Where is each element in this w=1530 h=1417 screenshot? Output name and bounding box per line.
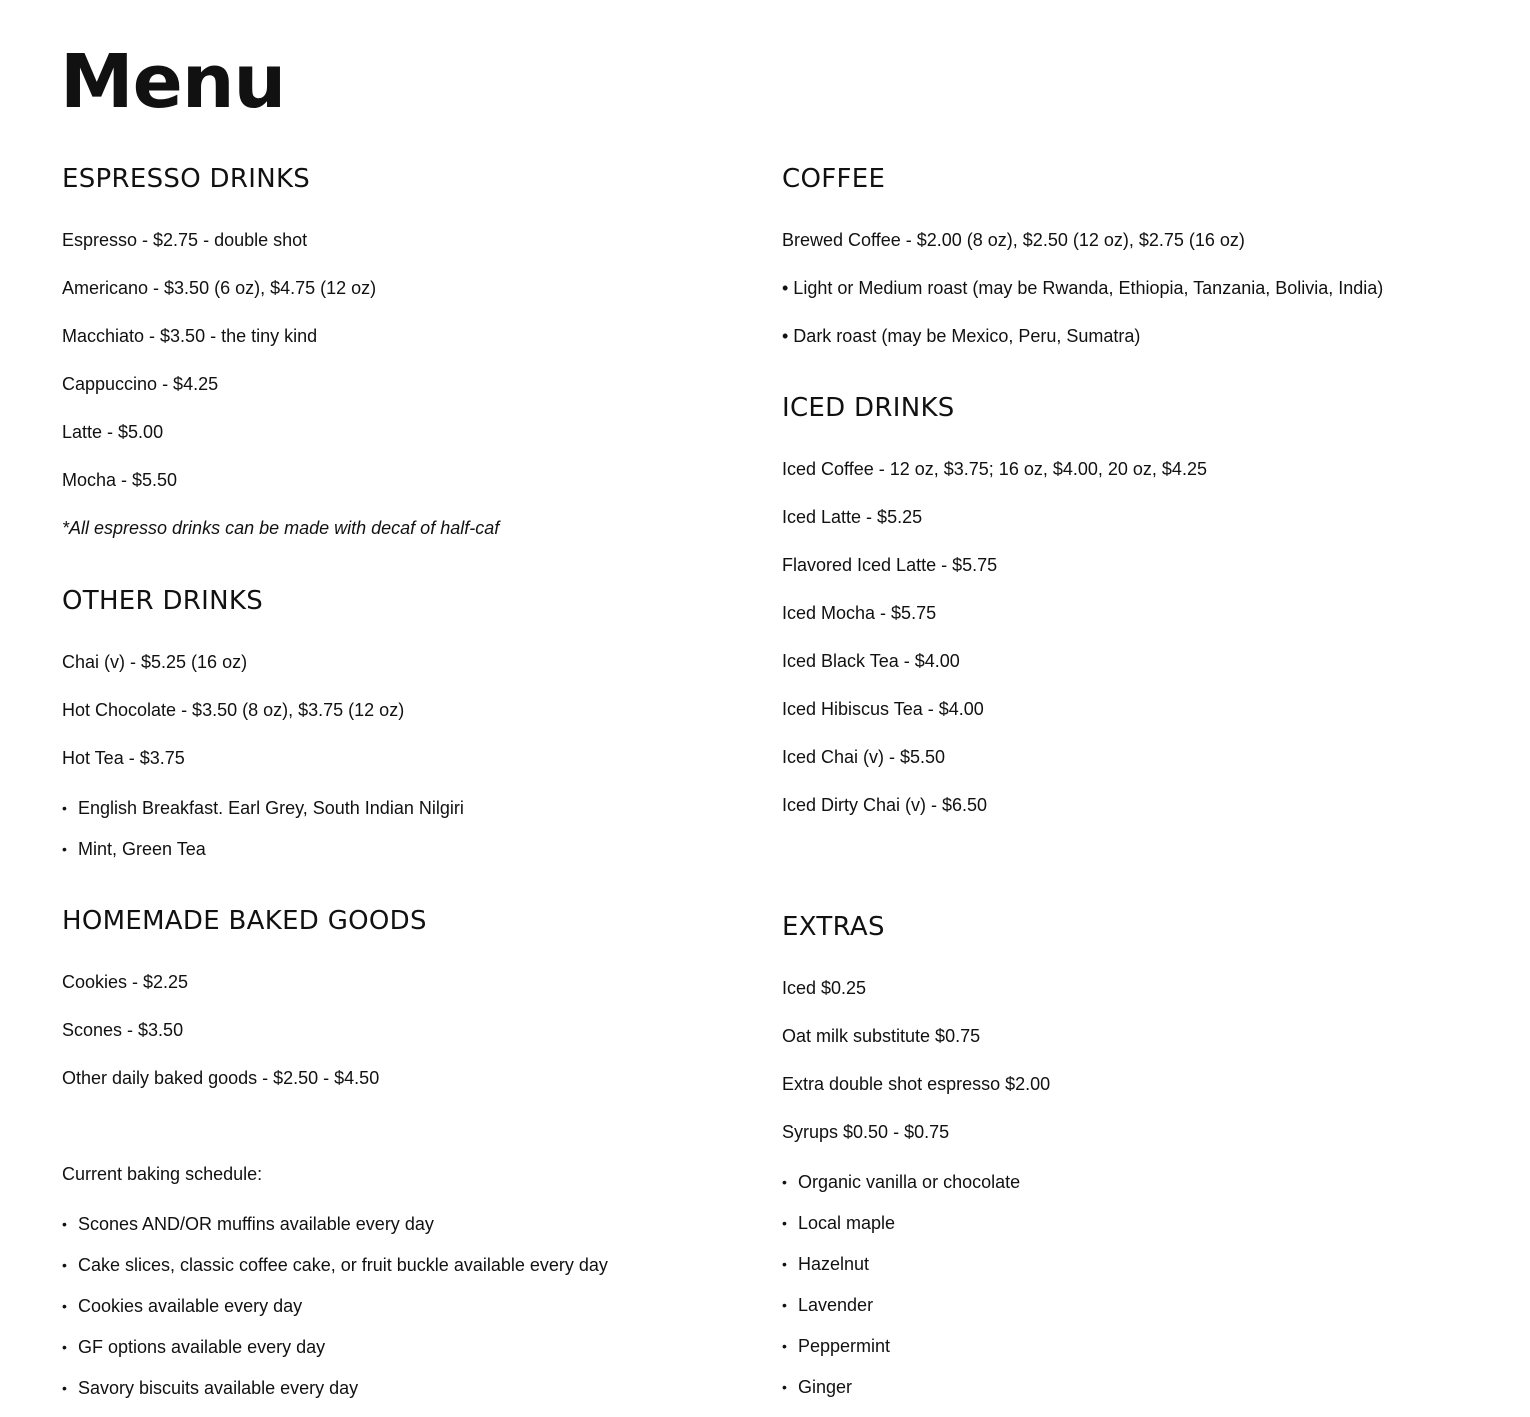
menu-item-brewed-coffee: Brewed Coffee - $2.00 (8 oz), $2.50 (12 oz), $2.75 (16 oz) (782, 230, 1245, 250)
menu-item-light-roast: • Light or Medium roast (may be Rwanda, Ethiopia, Tanzania, Bolivia, India) (782, 278, 1384, 298)
menu-item-latte: Latte - $5.00 (62, 422, 164, 442)
menu-item-iced-hibiscus-tea: Iced Hibiscus Tea - $4.00 (782, 699, 984, 719)
list-item: • Mint, Green Tea (38, 837, 464, 878)
espresso-heading: ESPRESSO DRINKS (62, 164, 311, 194)
syrup-options-list (758, 1170, 1050, 1416)
baked-goods-heading: HOMEMADE BAKED GOODS (62, 906, 427, 936)
menu-item-iced-coffee: Iced Coffee - 12 oz, $3.75; 16 oz, $4.00, 20 oz, $4.25 (782, 459, 1207, 479)
list-item: • GF options available every day (38, 1335, 608, 1376)
menu-item-dark-roast: • Dark roast (may be Mexico, Peru, Sumatra) (782, 326, 1141, 346)
menu-item-iced-dirty-chai: Iced Dirty Chai (v) - $6.50 (782, 795, 988, 815)
list-item: • Ginger (758, 1375, 1050, 1416)
iced-drinks-section (782, 391, 1207, 841)
list-item: • Hazelnut (758, 1252, 1050, 1293)
baking-schedule-label: Current baking schedule: (62, 1164, 263, 1184)
coffee-section (782, 162, 1383, 372)
menu-item-iced-black-tea: Iced Black Tea - $4.00 (782, 651, 960, 671)
menu-item-macchiato: Macchiato - $3.50 - the tiny kind (62, 326, 318, 346)
espresso-note: *All espresso drinks can be made with decaf of half-caf (62, 518, 500, 538)
menu-item-scones: Scones - $3.50 (62, 1020, 184, 1040)
tea-options-list (38, 796, 464, 878)
list-item: • Lavender (758, 1293, 1050, 1334)
list-item: • Cookies available every day (38, 1294, 608, 1335)
menu-item-cookies: Cookies - $2.25 (62, 972, 189, 992)
menu-item-cappuccino: Cappuccino - $4.25 (62, 374, 219, 394)
menu-item-flavored-iced-latte: Flavored Iced Latte - $5.75 (782, 555, 998, 575)
list-item: • Organic vanilla or chocolate (758, 1170, 1050, 1211)
list-item: • Local maple (758, 1211, 1050, 1252)
menu-item-iced-latte: Iced Latte - $5.25 (782, 507, 923, 527)
extras-section (782, 910, 1050, 1416)
menu-item-espresso: Espresso - $2.75 - double shot (62, 230, 308, 250)
extras-heading: EXTRAS (782, 912, 885, 942)
coffee-heading: COFFEE (782, 164, 886, 194)
menu-item-extra-shot: Extra double shot espresso $2.00 (782, 1074, 1051, 1094)
baked-goods-section (62, 904, 608, 1417)
menu-item-iced-mocha: Iced Mocha - $5.75 (782, 603, 937, 623)
list-item: • Scones AND/OR muffins available every day (38, 1212, 608, 1253)
menu-item-oat-milk: Oat milk substitute $0.75 (782, 1026, 981, 1046)
menu-item-hot-tea: Hot Tea - $3.75 (62, 748, 185, 768)
baking-schedule-list (38, 1212, 608, 1417)
other-drinks-heading: OTHER DRINKS (62, 586, 264, 616)
menu-item-iced-chai: Iced Chai (v) - $5.50 (782, 747, 946, 767)
list-item: • Cake slices, classic coffee cake, or fruit buckle available every day (38, 1253, 608, 1294)
menu-item-chai: Chai (v) - $5.25 (16 oz) (62, 652, 248, 672)
menu-item-mocha: Mocha - $5.50 (62, 470, 178, 490)
menu-item-hot-chocolate: Hot Chocolate - $3.50 (8 oz), $3.75 (12 oz) (62, 700, 405, 720)
menu-item-other-baked: Other daily baked goods - $2.50 - $4.50 (62, 1068, 380, 1088)
menu-item-syrups: Syrups $0.50 - $0.75 (782, 1122, 950, 1142)
iced-drinks-heading: ICED DRINKS (782, 393, 955, 423)
menu-item-americano: Americano - $3.50 (6 oz), $4.75 (12 oz) (62, 278, 377, 298)
list-item: • English Breakfast. Earl Grey, South Indian Nilgiri (38, 796, 464, 837)
list-item: • Savory biscuits available every day (38, 1376, 608, 1417)
other-drinks-section (62, 584, 464, 878)
list-item: • Peppermint (758, 1334, 1050, 1375)
menu-item-iced-extra: Iced $0.25 (782, 978, 867, 998)
page-title: Menu (60, 39, 286, 125)
espresso-section (62, 162, 499, 564)
